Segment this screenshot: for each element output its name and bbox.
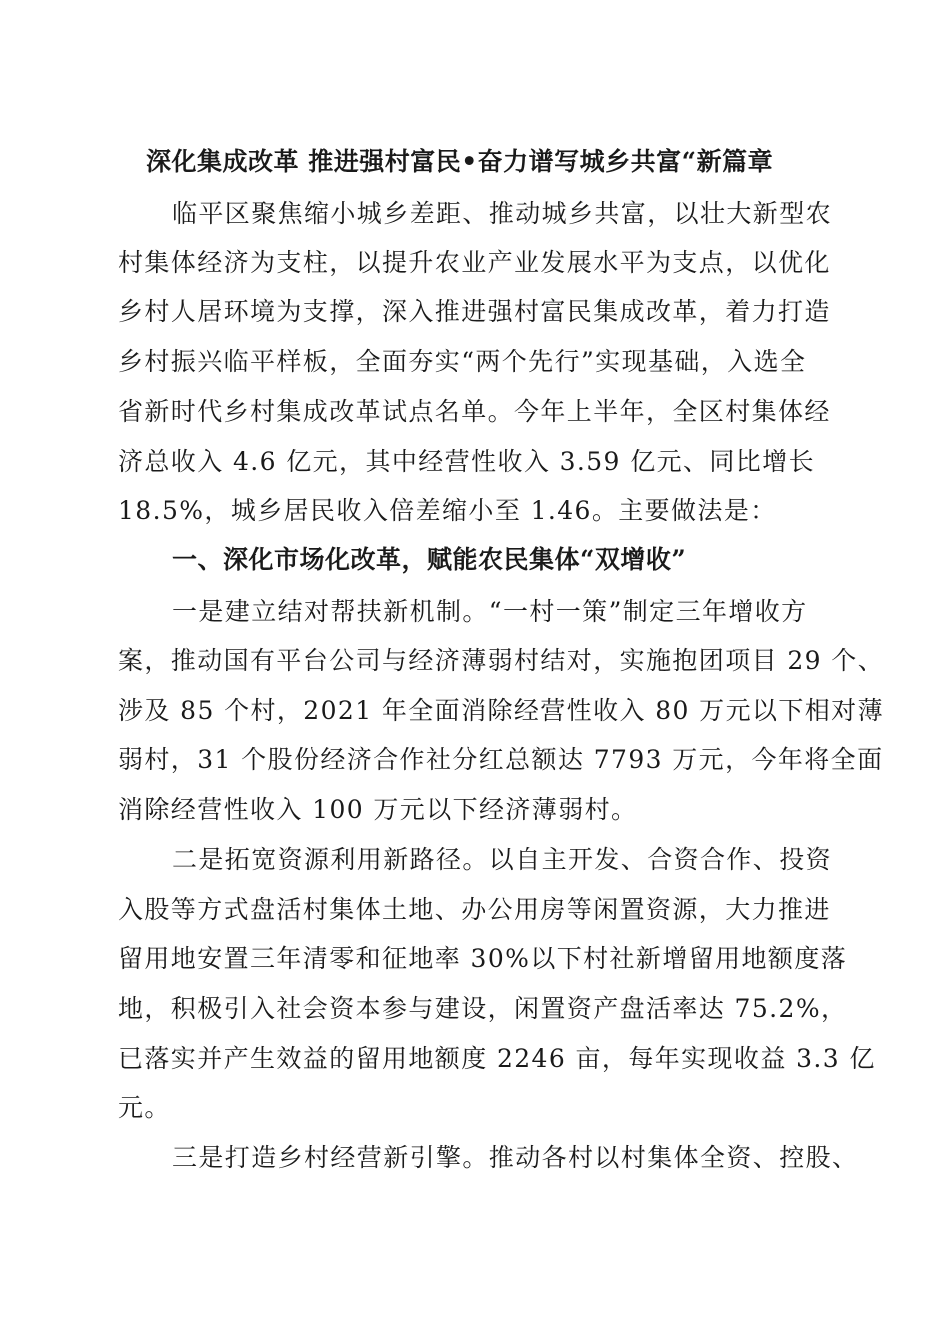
paragraph3-line: 三是打造乡村经营新引擎。推动各村以村集体全资、控股、 — [172, 1143, 859, 1172]
paragraph1-line: 涉及 85 个村，2021 年全面消除经营性收入 80 万元以下相对薄 — [118, 696, 884, 725]
paragraph2-line: 已落实并产生效益的留用地额度 2246 亩，每年实现收益 3.3 亿 — [118, 1044, 876, 1073]
paragraph1-line: 案，推动国有平台公司与经济薄弱村结对，实施抱团项目 29 个、 — [118, 646, 885, 675]
section-heading: 一、深化市场化改革，赋能农民集体“双增收” — [172, 545, 687, 574]
intro-line: 省新时代乡村集成改革试点名单。今年上半年，全区村集体经 — [118, 397, 831, 426]
intro-line: 村集体经济为支柱，以提升农业产业发展水平为支点，以优化 — [118, 248, 831, 277]
paragraph1-line: 消除经营性收入 100 万元以下经济薄弱村。 — [118, 795, 638, 824]
intro-line: 济总收入 4.6 亿元，其中经营性收入 3.59 亿元、同比增长 — [118, 447, 816, 476]
paragraph2-line: 留用地安置三年清零和征地率 30%以下村社新增留用地额度落 — [118, 944, 848, 973]
document-title: 深化集成改革 推进强村富民•奋力谱写城乡共富“新篇章 — [146, 147, 774, 176]
paragraph2-line: 元。 — [118, 1093, 171, 1122]
paragraph2-line: 地，积极引入社会资本参与建设，闲置资产盘活率达 75.2%， — [118, 994, 848, 1023]
intro-line: 乡村振兴临平样板，全面夯实“两个先行”实现基础，入选全 — [118, 347, 807, 376]
intro-line: 乡村人居环境为支撑，深入推进强村富民集成改革，着力打造 — [118, 297, 831, 326]
paragraph2-line: 二是拓宽资源利用新路径。以自主开发、合资合作、投资 — [172, 845, 833, 874]
paragraph1-line: 一是建立结对帮扶新机制。“一村一策”制定三年增收方 — [172, 597, 808, 626]
intro-line: 18.5%，城乡居民收入倍差缩小至 1.46。主要做法是： — [118, 496, 777, 525]
paragraph2-line: 入股等方式盘活村集体土地、办公用房等闲置资源，大力推进 — [118, 895, 831, 924]
intro-line: 临平区聚焦缩小城乡差距、推动城乡共富，以壮大新型农 — [172, 199, 833, 228]
paragraph1-line: 弱村，31 个股份经济合作社分红总额达 7793 万元，今年将全面 — [118, 745, 884, 774]
